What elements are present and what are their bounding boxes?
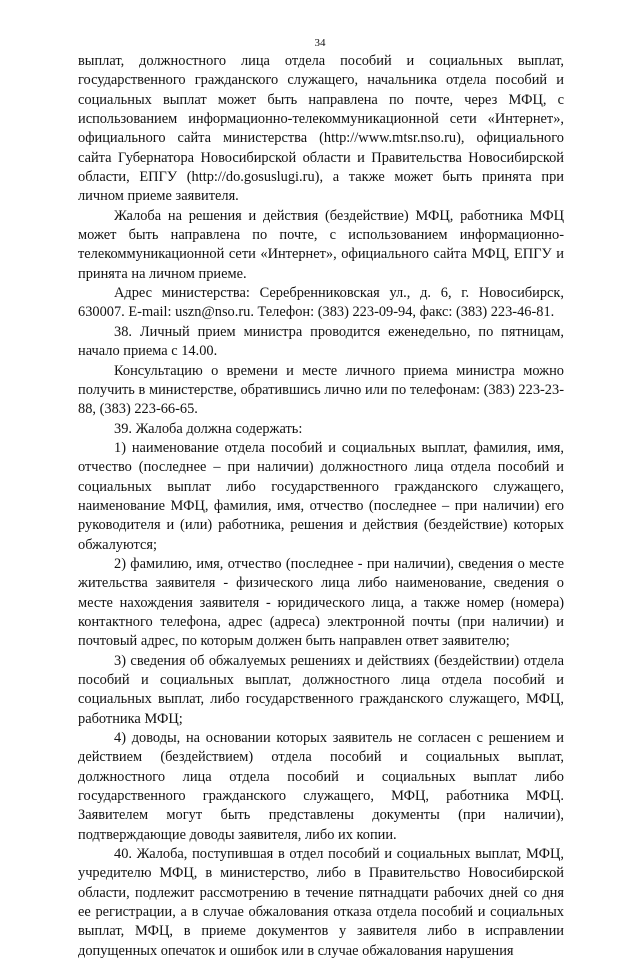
document-body — [78, 52, 564, 961]
paragraph-item-39-1: 1) наименование отдела пособий и социальных выплат, фамилия, имя, отчество (последнее – при наличии) должностного лица отдела пособий и социальных выплат либо государственного гражданского служащего, наименование МФЦ, фамилия, имя, отчество (последнее – при наличии) его руководителя и (или) работника, решения и действия (бездействие) которых обжалуются; — [78, 439, 564, 553]
paragraph-complaint-channels-continued: выплат, должностного лица отдела пособий и социальных выплат, государственного гражданского служащего, начальника отдела пособий и социальных выплат может быть направлена по почте, через МФЦ, с использованием информационно-телекоммуникационной сети «Интернет», официального сайта министерства (http://www.mtsr.nso.ru), официального сайта Губернатора Новосибирской области и Правительства Новосибирской области, ЕПГУ (http://do.gosuslugi.ru), а также может быть принята при личном приеме заявителя. — [78, 53, 564, 205]
paragraph-item-39-4: 4) доводы, на основании которых заявитель не согласен с решением и действием (бездействием) отдела пособий и социальных выплат, должностного лица отдела пособий и социальных выплат либо государственного гражданского служащего, МФЦ, работника МФЦ. Заявителем могут быть представлены документы (при наличии), подтверждающие доводы заявителя, либо их копии. — [78, 730, 564, 843]
paragraph-mfc-complaint: Жалоба на решения и действия (бездействие) МФЦ, работника МФЦ может быть направлена по почте, с использованием информационно-телекоммуникационной сети «Интернет», официального сайта МФЦ, ЕПГУ и принята на личном приеме. — [78, 207, 564, 282]
paragraph-ministry-address: Адрес министерства: Серебренниковская ул., д. 6, г. Новосибирск, 630007. E-mail: uszn@nso.ru. Телефон: (383) 223-09-94, факс: (383) 223-46-81. — [78, 285, 564, 321]
paragraph-item-39-2: 2) фамилию, имя, отчество (последнее - при наличии), сведения о месте жительства заявителя - физического лица либо наименование, сведения о месте нахождения заявителя - юридического лица, а также номер (номера) контактного телефона, адрес (адреса) электронной почты (при наличии) и почтовый адрес, по которым должен быть направлен ответ заявителю; — [78, 555, 564, 650]
paragraph-item-39-3: 3) сведения об обжалуемых решениях и действиях (бездействии) отдела пособий и социальных выплат, должностного лица отдела пособий и социальных выплат, либо государственного гражданского служащего, МФЦ, работника МФЦ; — [78, 652, 564, 727]
paragraph-item-38: 38. Личный прием министра проводится еженедельно, по пятницам, начало приема с 14.00. — [78, 323, 564, 360]
page-number: 34 — [314, 37, 326, 49]
paragraph-item-39: 39. Жалоба должна содержать: — [114, 420, 303, 437]
paragraph-consultation: Консультацию о времени и месте личного приема министра можно получить в министерстве, обратившись лично или по телефонам: (383) 223-23-88, (383) 223-66-65. — [78, 362, 564, 418]
paragraph-item-40: 40. Жалоба, поступившая в отдел пособий и социальных выплат, МФЦ, учредителю МФЦ, в министерство, либо в Правительство Новосибирской области, подлежит рассмотрению в течение пятнадцати рабочих дней со дня ее регистрации, а в случае обжалования отказа отдела пособий и социальных выплат, МФЦ, в приеме документов у заявителя либо в исправлении допущенных опечаток и ошибок или в случае обжалования нарушения — [78, 846, 564, 959]
